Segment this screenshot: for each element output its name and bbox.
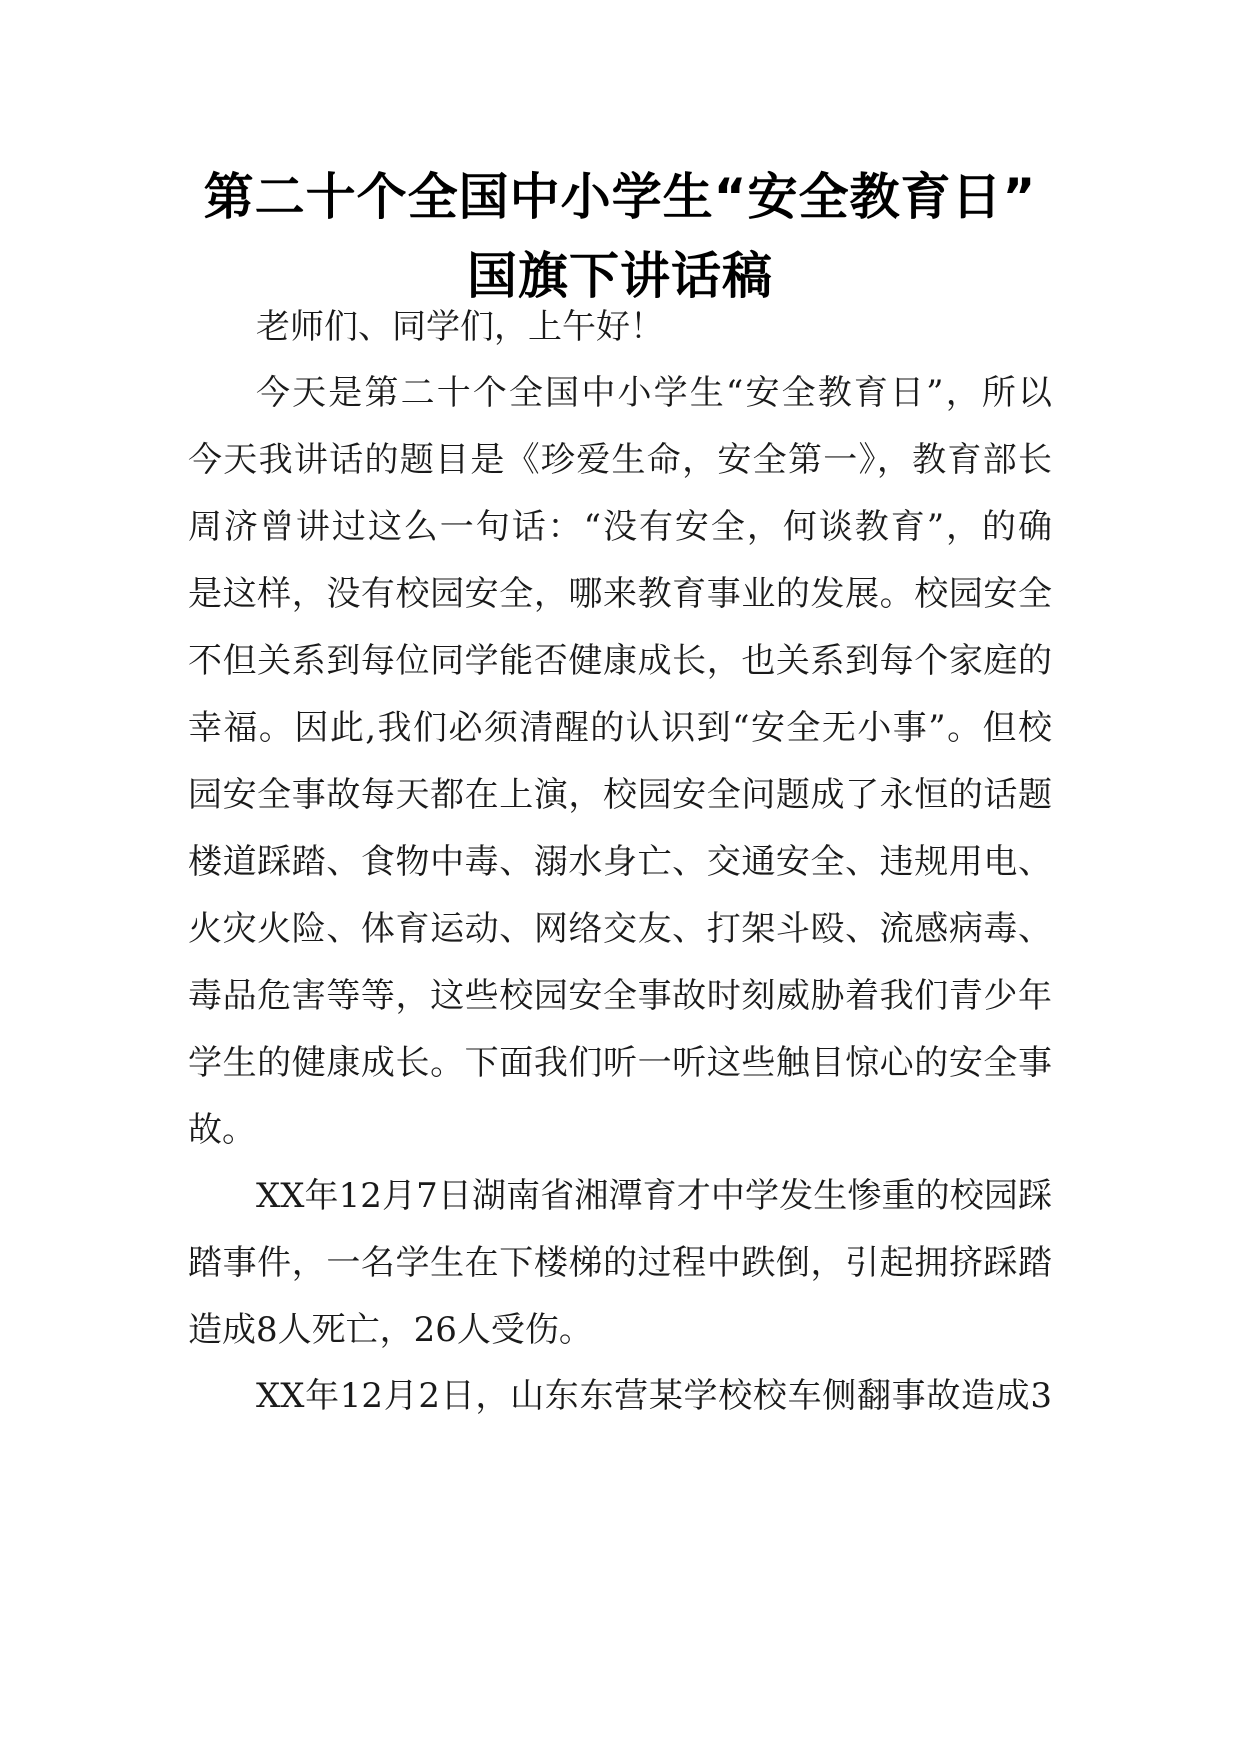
paragraph-1-line-2: 今天我讲话的题目是《珍爱生命，安全第一》，教育部长 xyxy=(188,440,1052,480)
paragraph-1-line-9: 火灾火险、体育运动、网络交友、打架斗殴、流感病毒、 xyxy=(188,909,1052,949)
paragraph-2-line-2: 踏事件，一名学生在下楼梯的过程中跌倒，引起拥挤踩踏 xyxy=(188,1243,1052,1283)
paragraph-1-line-4: 是这样，没有校园安全，哪来教育事业的发展。校园安全 xyxy=(188,574,1052,614)
paragraph-1-line-7: 园安全事故每天都在上演，校园安全问题成了永恒的话题 xyxy=(188,775,1052,815)
paragraph-3-line-1: XX年12月2日，山东东营某学校校车侧翻事故造成3 xyxy=(256,1376,1052,1416)
paragraph-1-line-10: 毒品危害等等，这些校园安全事故时刻威胁着我们青少年 xyxy=(188,976,1052,1016)
paragraph-1-line-3: 周济曾讲过这么一句话：“没有安全，何谈教育”，的确 xyxy=(188,507,1052,547)
paragraph-1-line-5: 不但关系到每位同学能否健康成长，也关系到每个家庭的 xyxy=(188,641,1052,681)
paragraph-1-line-8: 楼道踩踏、食物中毒、溺水身亡、交通安全、违规用电、 xyxy=(188,842,1052,882)
paragraph-1-line-1: 今天是第二十个全国中小学生“安全教育日”，所以 xyxy=(256,373,1052,413)
paragraph-2-line-1: XX年12月7日湖南省湘潭育才中学发生惨重的校园踩 xyxy=(256,1176,1052,1216)
paragraph-2-line-3: 造成8人死亡，26人受伤。 xyxy=(188,1310,593,1350)
paragraph-1-line-11: 学生的健康成长。下面我们听一听这些触目惊心的安全事 xyxy=(188,1043,1052,1083)
paragraph-1-line-6: 幸福。因此,我们必须清醒的认识到“安全无小事”。但校 xyxy=(188,708,1052,748)
document-title-line-1: 第二十个全国中小学生“安全教育日” xyxy=(203,168,1037,226)
greeting-line: 老师们、同学们，上午好！ xyxy=(256,307,664,347)
document-title-line-2: 国旗下讲话稿 xyxy=(467,247,773,305)
paragraph-1-line-12: 故。 xyxy=(188,1110,256,1150)
